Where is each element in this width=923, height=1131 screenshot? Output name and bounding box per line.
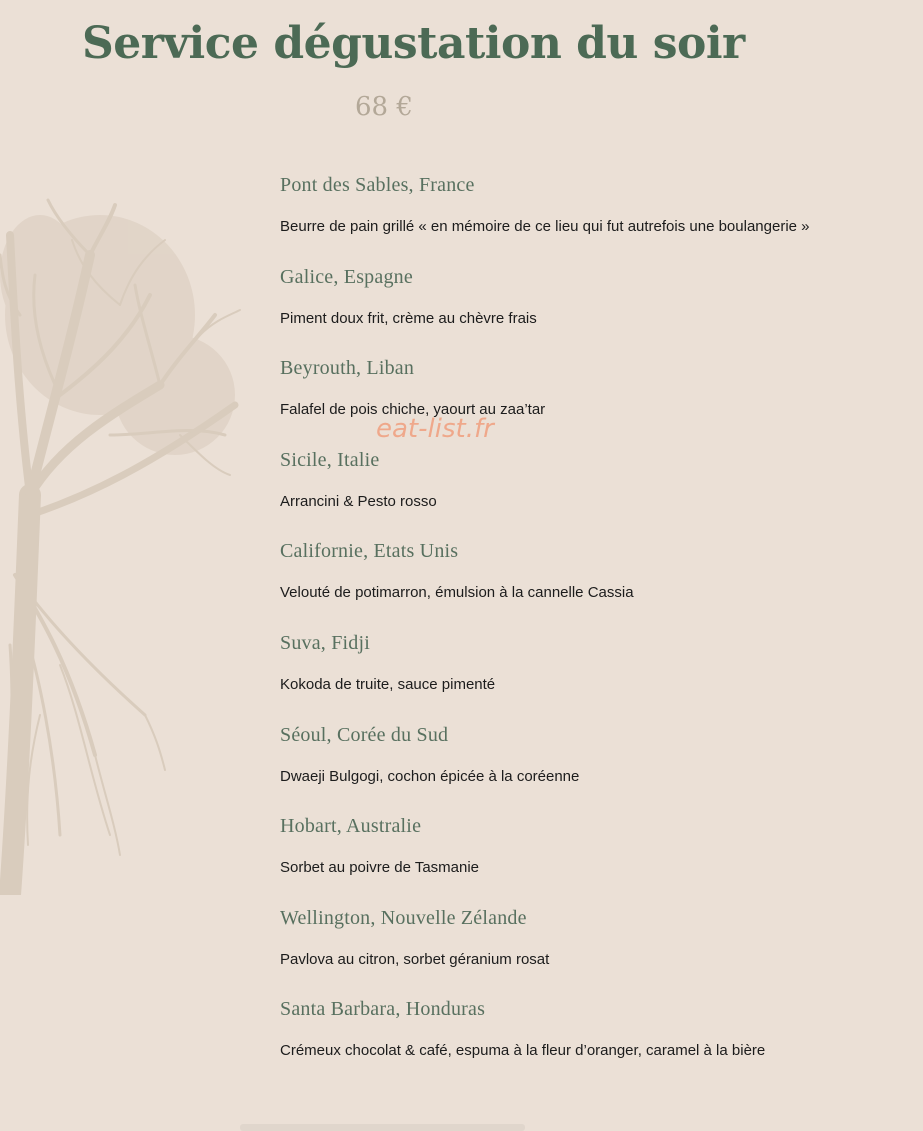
course-item (280, 266, 900, 358)
course-origin: Hobart, Australie (280, 815, 422, 838)
tree-illustration (0, 195, 250, 895)
course-dish: Dwaeji Bulgogi, cochon épicée à la coréenne (280, 767, 580, 785)
course-origin: Californie, Etats Unis (280, 540, 459, 563)
course-dish: Arrancini & Pesto rosso (280, 492, 437, 510)
course-origin: Sicile, Italie (280, 448, 380, 471)
course-origin: Santa Barbara, Honduras (280, 998, 486, 1021)
course-dish: Crémeux chocolat & café, espuma à la fleur d’oranger, caramel à la bière (280, 1042, 766, 1060)
course-origin: Pont des Sables, France (280, 174, 475, 196)
course-dish: Pavlova au citron, sorbet géranium rosat (280, 950, 550, 968)
course-origin: Suva, Fidji (280, 631, 370, 654)
course-list (280, 174, 900, 1090)
course-item (280, 174, 900, 266)
page-title: Service dégustation du soir (82, 18, 745, 69)
course-item (280, 632, 900, 724)
course-item (280, 998, 900, 1090)
course-item (280, 449, 900, 541)
course-item (280, 815, 900, 907)
course-dish: Kokoda de truite, sauce pimenté (280, 675, 496, 693)
course-dish: Velouté de potimarron, émulsion à la cannelle Cassia (280, 584, 634, 602)
course-dish: Piment doux frit, crème au chèvre frais (280, 309, 537, 327)
course-dish: Beurre de pain grillé « en mémoire de ce lieu qui fut autrefois une boulangerie » (280, 218, 810, 235)
bottom-divider (240, 1124, 525, 1131)
course-origin: Galice, Espagne (280, 265, 413, 288)
course-item (280, 540, 900, 632)
course-dish: Sorbet au poivre de Tasmanie (280, 859, 480, 877)
course-origin: Séoul, Corée du Sud (280, 723, 449, 746)
watermark: eat-list.fr (376, 414, 494, 444)
course-item (280, 907, 900, 999)
menu-price: 68 € (355, 92, 413, 122)
course-origin: Wellington, Nouvelle Zélande (280, 906, 527, 929)
course-item (280, 357, 900, 449)
course-dish: Falafel de pois chiche, yaourt au zaa’tar (280, 401, 546, 419)
course-item (280, 724, 900, 816)
course-origin: Beyrouth, Liban (280, 357, 415, 380)
